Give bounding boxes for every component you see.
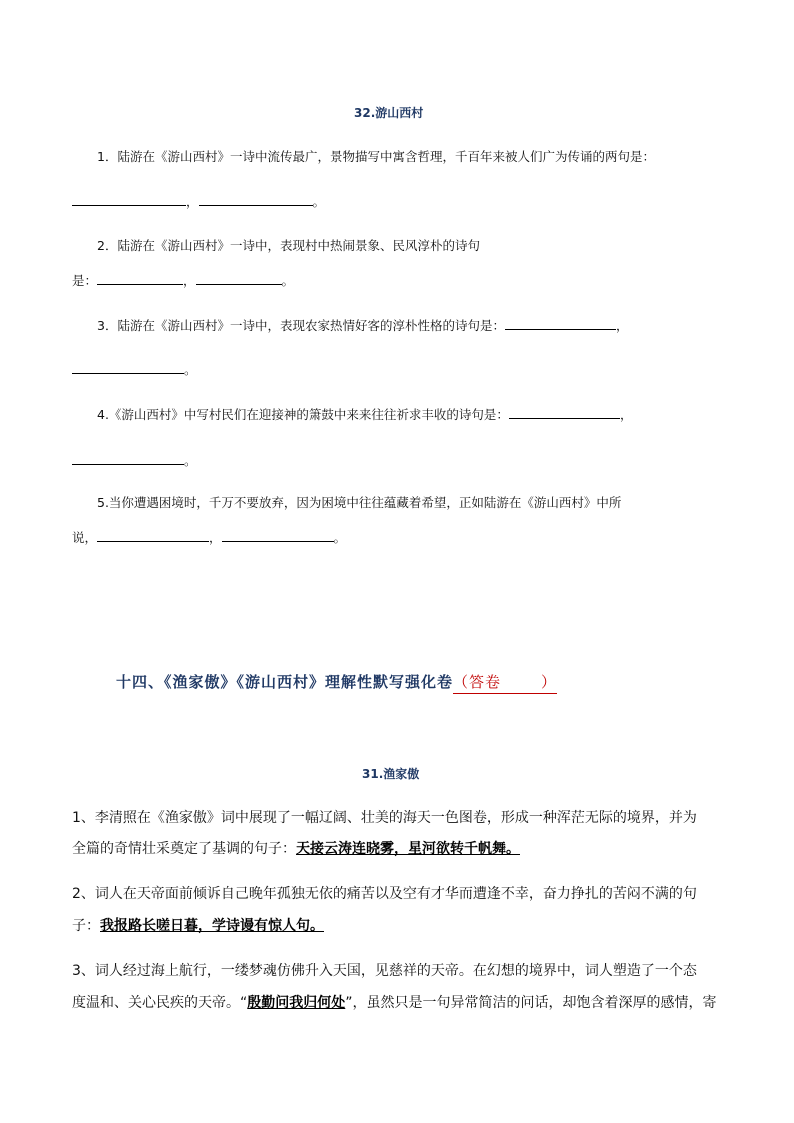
- section-32-title: 32.游山西村: [354, 106, 424, 120]
- paragraph-1-line-1: 1、李清照在《渔家傲》词中展现了一幅辽阔、壮美的海天一色图卷，形成一种浑茫无际的境界，并为: [72, 810, 697, 826]
- answer-blank[interactable]: [72, 451, 184, 465]
- answer-blank[interactable]: [72, 192, 186, 206]
- question-5-text: 5.当你遭遇困境时，千万不要放弃，因为困境中往往蕴藏着希望，正如陆游在《游山西村》中所: [97, 495, 622, 510]
- main-heading: 十四、《渔家傲》《游山西村》理解性默写强化卷（答卷 ）: [116, 671, 557, 692]
- section-31-title: 31.渔家傲: [362, 767, 420, 781]
- answer-blank[interactable]: [222, 528, 334, 542]
- paragraph-2-line-1: 2、词人在天帝面前倾诉自己晚年孤独无依的痛苦以及空有才华而遭逢不幸，奋力挣扎的苦闷不满的句: [72, 886, 697, 902]
- answer-text: 殷勤问我归何处: [247, 995, 346, 1011]
- question-2-text: 2．陆游在《游山西村》一诗中，表现村中热闹景象、民风淳朴的诗句: [97, 238, 480, 253]
- question-5-answer-line: 说， ， 。: [72, 530, 347, 545]
- paragraph-3-line-1: 3、词人经过海上航行，一缕梦魂仿佛升入天国，见慈祥的天帝。在幻想的境界中，词人塑造了一个态: [72, 963, 697, 979]
- answer-text: 我报路长嗟日暮，学诗谩有惊人句。: [100, 918, 324, 934]
- answer-blank[interactable]: [196, 271, 282, 285]
- paragraph-1-line-2: 全篇的奇情壮采奠定了基调的句子：天接云涛连晓雾，星河欲转千帆舞。: [72, 841, 520, 857]
- paragraph-2-line-2: 子：我报路长嗟日暮，学诗谩有惊人句。: [72, 918, 324, 934]
- question-1-answer-line: ， 。: [72, 192, 325, 210]
- answer-text: 天接云涛连晓雾，星河欲转千帆舞。: [296, 841, 520, 857]
- question-4-answer-line: 。: [72, 451, 197, 469]
- answer-blank[interactable]: [97, 528, 209, 542]
- answer-blank[interactable]: [72, 360, 184, 374]
- answer-blank[interactable]: [509, 405, 620, 419]
- question-4-text: 4.《游山西村》中写村民们在迎接神的箫鼓中来来往往祈求丰收的诗句是： ，: [97, 407, 633, 422]
- answer-sheet-label: （答卷 ）: [453, 673, 557, 694]
- paragraph-3-line-2: 度温和、关心民疾的天帝。“殷勤问我归何处”，虽然只是一句异常简洁的问话，却饱含着深厚的感情，寄: [72, 995, 717, 1011]
- answer-blank[interactable]: [97, 271, 183, 285]
- answer-blank[interactable]: [505, 316, 616, 330]
- question-1-text: 1．陆游在《游山西村》一诗中流传最广，景物描写中寓含哲理，千百年来被人们广为传诵的两句是：: [97, 149, 655, 164]
- answer-blank[interactable]: [199, 192, 313, 206]
- question-2-answer-line: 是： ， 。: [72, 273, 295, 288]
- question-3-answer-line: 。: [72, 360, 197, 378]
- question-3-text: 3．陆游在《游山西村》一诗中，表现农家热情好客的淳朴性格的诗句是： ，: [97, 318, 629, 333]
